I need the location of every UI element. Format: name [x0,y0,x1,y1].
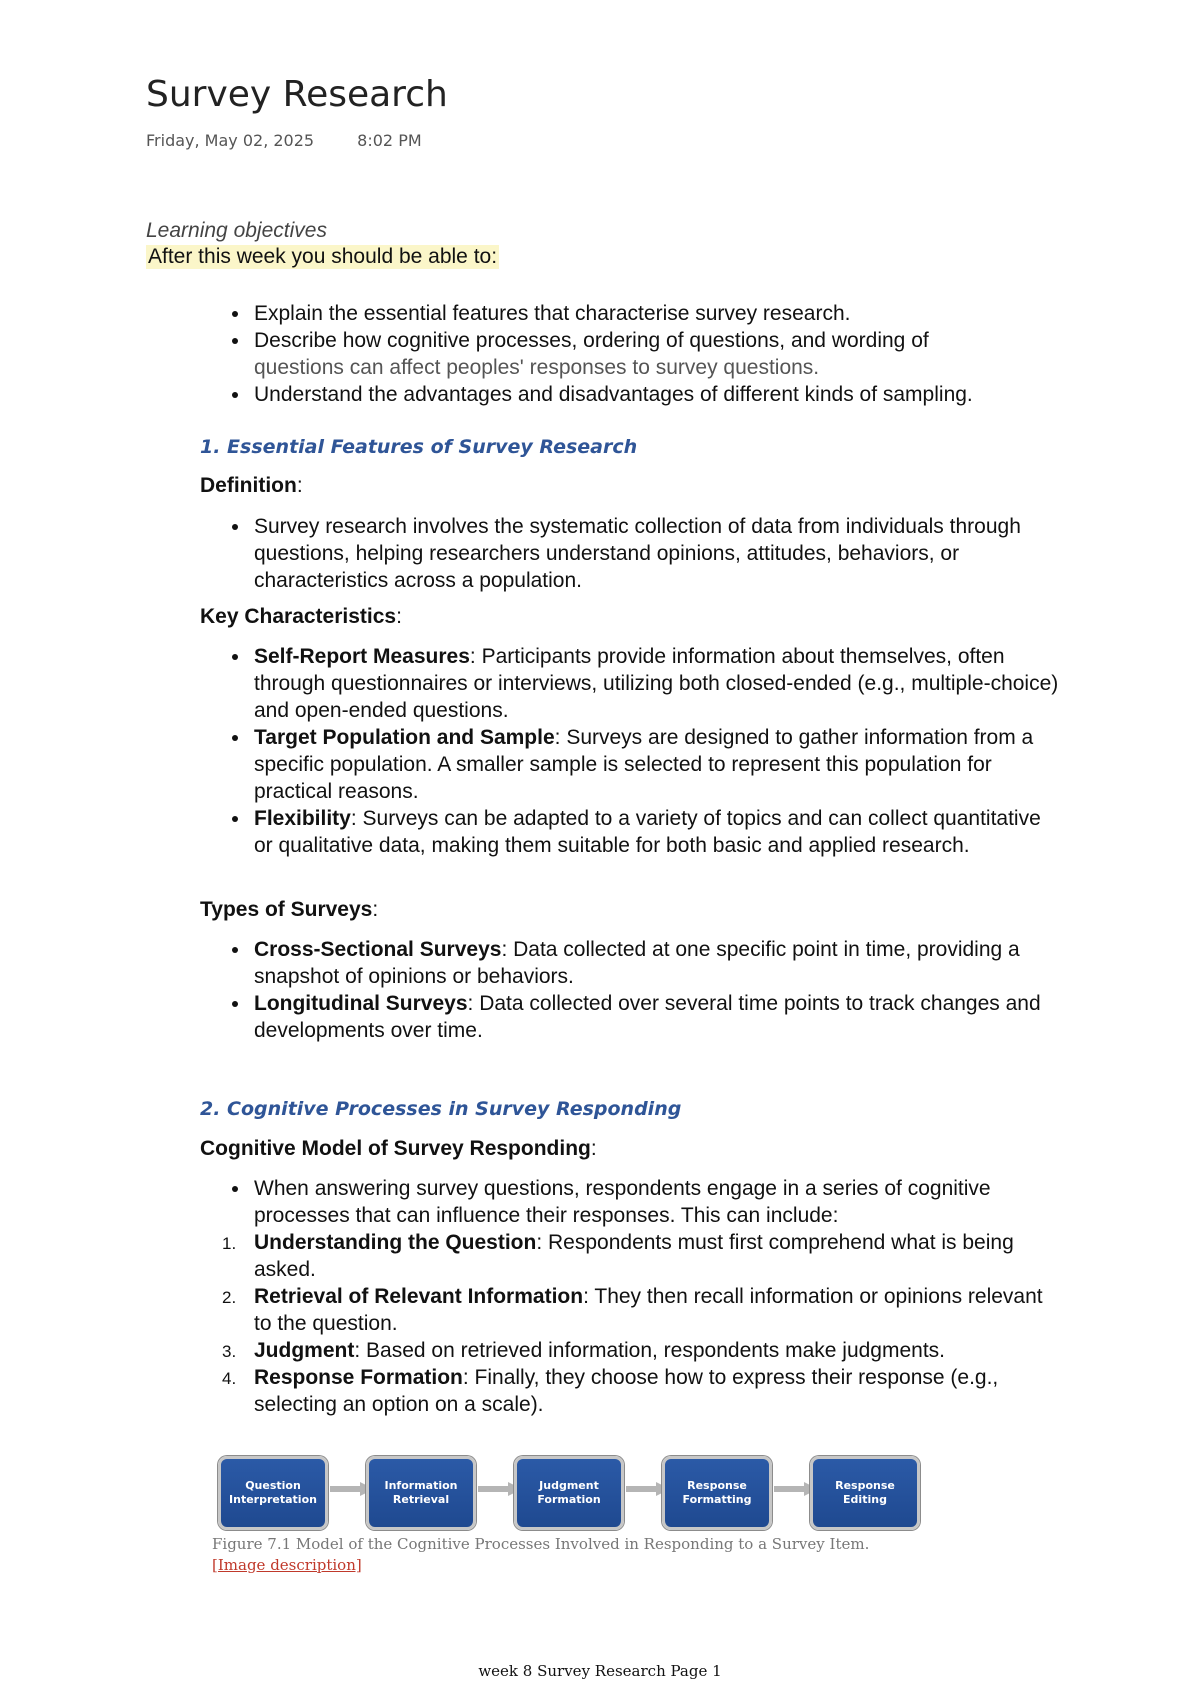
learning-objectives-list [254,300,1064,408]
list-item: Longitudinal Surveys: Data collected over several time points to track changes and developments over time. [254,990,1064,1044]
types-of-surveys-label: Types of Surveys: [200,898,379,921]
figure-box-response-formatting: Response Formatting [662,1456,772,1530]
list-item: 3. Judgment: Based on retrieved information, respondents make judgments. [222,1339,945,1362]
list-item: Survey research involves the systematic collection of data from individuals through questions, helping researchers understand opinions, attitudes, behaviors, or characteristics across a population. [254,513,1064,594]
cognitive-model-label: Cognitive Model of Survey Responding: [200,1137,597,1160]
list-item: 4. Response Formation: Finally, they choose how to express their response (e.g., selecting an option on a scale). [222,1366,999,1416]
key-characteristics-list [254,643,1064,859]
list-item: 2. Retrieval of Relevant Information: They then recall information or opinions relevant to the question. [222,1285,1043,1335]
figure-box-response-editing: Response Editing [810,1456,920,1530]
learning-objectives-intro: After this week you should be able to: [148,245,498,268]
figure-box-information-retrieval: Information Retrieval [366,1456,476,1530]
key-characteristics-label: Key Characteristics: [200,605,402,628]
list-item: Understand the advantages and disadvantages of different kinds of sampling. [254,381,1064,408]
list-item: Describe how cognitive processes, ordering of questions, and wording of questions can affect peoples' responses to survey questions. [254,327,1064,381]
figure-caption: Figure 7.1 Model of the Cognitive Processes Involved in Responding to a Survey Item. [Image description] [212,1535,870,1574]
page-title: Survey Research [146,74,448,115]
page-meta [146,131,460,150]
list-item: Explain the essential features that characterise survey research. [254,300,1064,327]
learning-objectives-title: Learning objectives [146,219,327,242]
figure-box-question-interpretation: Question Interpretation [218,1456,328,1530]
types-of-surveys-list [254,936,1064,1044]
section-2-heading: 2. Cognitive Processes in Survey Responding [200,1098,682,1120]
list-item: Cross-Sectional Surveys: Data collected at one specific point in time, providing a snapshot of opinions or behaviors. [254,936,1064,990]
figure-box-judgment-formation: Judgment Formation [514,1456,624,1530]
section-1-heading: 1. Essential Features of Survey Research [200,436,638,458]
cognitive-steps-list [222,1229,1064,1418]
cognitive-process-figure [212,1452,912,1528]
list-item: When answering survey questions, respondents engage in a series of cognitive processes that can influence their responses. This can include: [254,1175,1064,1229]
list-item: Target Population and Sample: Surveys are designed to gather information from a specific population. A smaller sample is selected to represent this population for practical reasons. [254,724,1064,805]
page-footer: week 8 Survey Research Page 1 [478,1662,722,1680]
definition-list [254,513,1064,594]
list-item: Self-Report Measures: Participants provide information about themselves, often through questionnaires or interviews, utilizing both closed-ended (e.g., multiple-choice) and open-ended questions. [254,643,1064,724]
page-time: 8:02 PM [357,131,422,150]
list-item: 1. Understanding the Question: Respondents must first comprehend what is being asked. [222,1231,1014,1281]
list-item: Flexibility: Surveys can be adapted to a variety of topics and can collect quantitative or qualitative data, making them suitable for both basic and applied research. [254,805,1064,859]
image-description-link[interactable]: [Image description] [212,1556,362,1574]
page-date: Friday, May 02, 2025 [146,131,315,150]
cognitive-intro-list [254,1175,1064,1229]
definition-label: Definition: [200,474,303,497]
